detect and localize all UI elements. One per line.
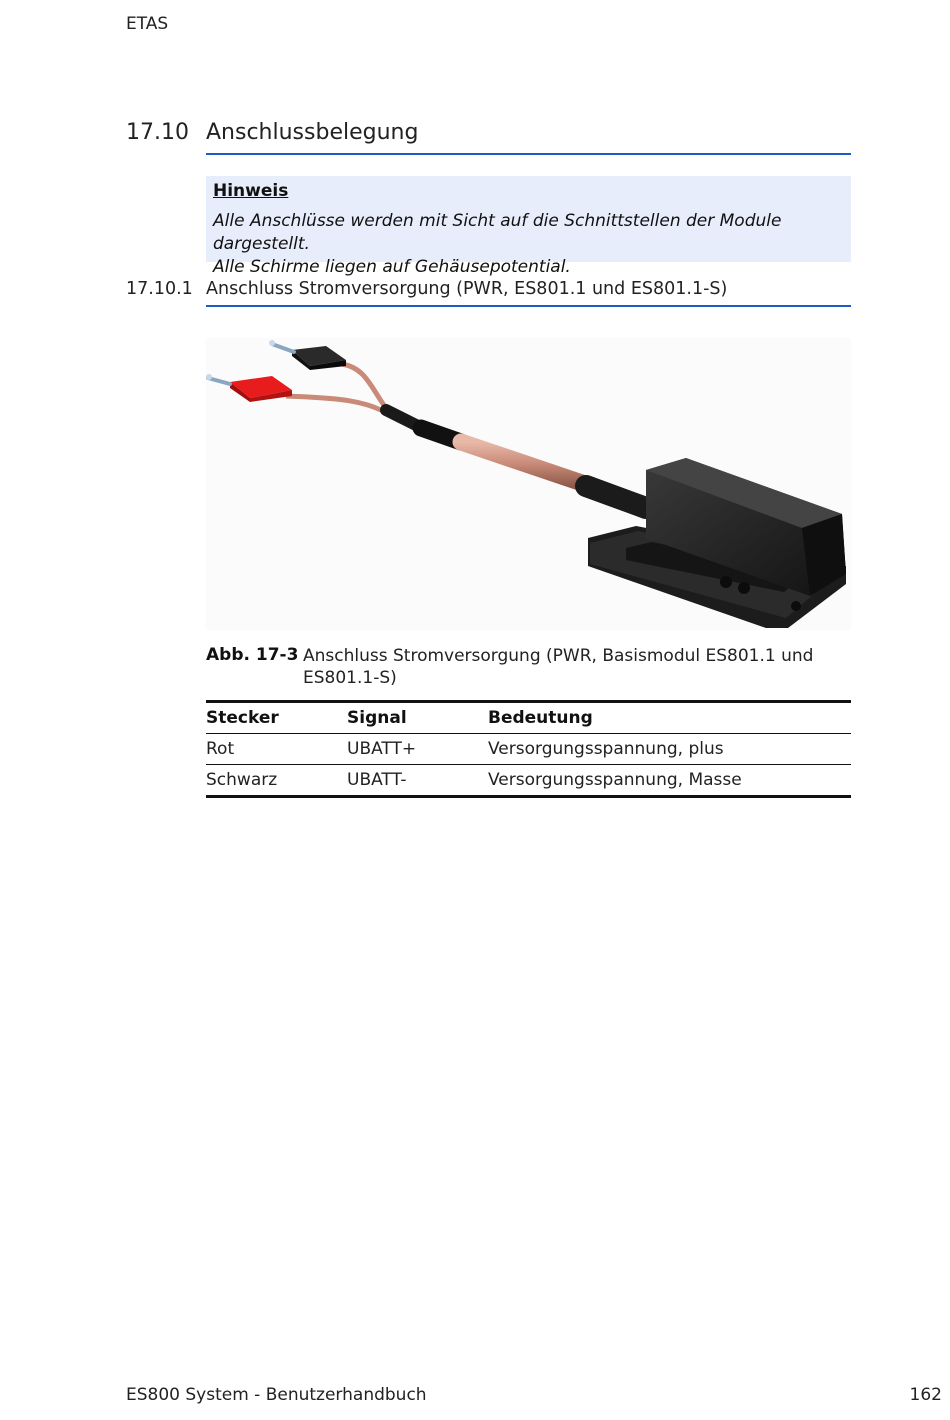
table-row [206,734,851,765]
section-rule [206,153,851,155]
footer-page-number: 162 [909,1385,942,1405]
note-line-1: Alle Anschlüsse werden mit Sicht auf die Schnittstellen der Module dargestellt. [213,211,782,254]
note-text [213,210,853,279]
table-cell: Schwarz [206,770,278,790]
figure-caption: Anschluss Stromversorgung (PWR, Basismodul ES801.1 und ES801.1-S) [303,646,814,688]
section-number: 17.10 [126,120,189,145]
section-title: Anschlussbelegung [206,120,419,145]
subsection-title: Anschluss Stromversorgung (PWR, ES801.1 und ES801.1-S) [206,279,728,299]
note-box [206,176,851,277]
header-brand: ETAS [126,14,169,34]
subsection-number: 17.10.1 [126,279,193,299]
table-header-row [206,702,851,734]
note-heading: Hinweis [213,181,289,201]
footer-title: ES800 System - Benutzerhandbuch [126,1385,427,1405]
pin-assignment-table [206,700,851,798]
table-cell: UBATT+ [347,739,417,759]
table-cell: Rot [206,739,235,759]
table-header-bedeutung: Bedeutung [488,708,593,728]
figure-label: Abb. 17-3 [206,645,299,665]
power-cable-illustration [206,338,851,630]
subsection-rule [206,305,851,307]
table-row [206,765,851,797]
table-cell: Versorgungsspannung, Masse [488,770,742,790]
table-cell: UBATT- [347,770,407,790]
note-line-2: Alle Schirme liegen auf Gehäusepotential. [213,257,571,277]
table-header-signal: Signal [347,708,407,728]
power-connector-figure [206,338,851,630]
table-header-stecker: Stecker [206,708,279,728]
table-cell: Versorgungsspannung, plus [488,739,724,759]
